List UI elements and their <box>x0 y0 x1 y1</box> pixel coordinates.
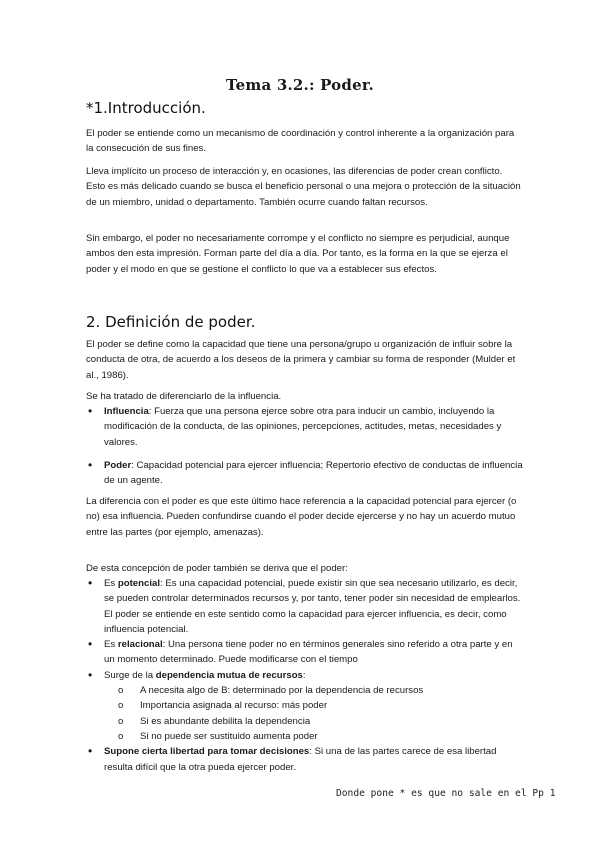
sub-list-item: o Si es abundante debilita la dependencia <box>104 714 524 729</box>
bullet-prefix: Surge de la <box>104 669 156 681</box>
bullet-text: : <box>302 669 306 681</box>
intro-paragraph-2: Lleva implícito un proceso de interacción y, en ocasiones, las diferencias de poder crean conflicto. Esto es más delicado cuando se busca el beneficio personal o una mejora o protección de la situación de un miembro, unidad o departamento. También ocurre cuando faltan recursos. <box>86 166 521 208</box>
bullet-text: : Es una capacidad potencial, puede existir sin que sea necesario utilizarlo, es decir, se pueden controlar determinados recursos y, por tanto, tener poder sin necesidad de emplearlos. El poder se entiende en este sentido como la capacidad para ejercer influencia, es decir, como influencia potencial. <box>104 578 521 635</box>
bullet-text: : Capacidad potencial para ejercer influencia; Repertorio efectivo de conductas de influencia de un agente. <box>104 459 523 487</box>
bullet-prefix: Es <box>104 639 118 651</box>
list-item <box>86 404 524 450</box>
bullet-term-libertad: Supone cierta libertad para tomar decisiones <box>104 746 310 758</box>
bullet-prefix: Es <box>104 578 118 589</box>
list-item <box>86 668 524 744</box>
definition-paragraph-4: De esta concepción de poder también se deriva que el poder: <box>86 563 348 574</box>
definition-paragraph-3: La diferencia con el poder es que este último hace referencia a la capacidad potencial para ejercer (o no) esa influencia. Pueden confundirse cuando el poder decide ejercerse y no hay un acuerdo mutuo entre las partes (por ejemplo, amenazas). <box>86 496 517 538</box>
sub-list-item: o A necesita algo de B: determinado por la dependencia de recursos <box>104 683 524 698</box>
definition-paragraph-2: Se ha tratado de diferenciarlo de la influencia. <box>86 391 282 402</box>
bullet-term-dependencia: dependencia mutua de recursos <box>155 669 303 681</box>
section-2-heading: 2. Definición de poder. <box>86 313 256 331</box>
page-title: Tema 3.2.: Poder. <box>226 76 374 94</box>
bullet-term-poder: Poder <box>104 459 132 471</box>
section-1-heading: *1.Introducción. <box>86 99 206 117</box>
intro-paragraph-1: El poder se entiende como un mecanismo de coordinación y control inherente a la organización para la consecución de sus fines. <box>86 128 515 155</box>
list-item <box>86 744 524 775</box>
bullet-text: : Si una de las partes carece de esa libertad resulta difícil que la otra pueda ejercer poder. <box>104 746 497 773</box>
bullet-term-relacional: relacional <box>117 639 163 651</box>
influence-power-list <box>86 404 524 488</box>
bullet-text: : Una persona tiene poder no en términos generales sino referido a otra parte y en un momento determinado. Puede modificarse con el tiempo <box>104 639 513 666</box>
list-item <box>86 458 524 489</box>
bullet-term-influencia: Influencia <box>104 406 149 417</box>
definition-paragraph-1: El poder se define como la capacidad que tiene una persona/grupo u organización de influir sobre la conducta de otra, de acuerdo a los deseos de la primera y cambiar su forma de responder (Mulder et al., 1986). <box>86 339 516 381</box>
sub-list-item: o Si no puede ser sustituido aumenta poder <box>104 729 524 744</box>
list-item <box>86 637 524 668</box>
sub-list-item: o Importancia asignada al recurso: más poder <box>104 698 524 713</box>
power-characteristics-list <box>86 576 524 775</box>
bullet-term-potencial: potencial <box>117 578 160 589</box>
intro-paragraph-3: Sin embargo, el poder no necesariamente corrompe y el conflicto no siempre es perjudicial, aunque ambos den esta impresión. Forman parte del día a día. Por tanto, es la forma en la que se ejerza el poder y el modo en que se gestione el conflicto lo que va a establecer sus efectos. <box>86 233 510 275</box>
dependency-sublist <box>104 683 524 744</box>
bullet-text: : Fuerza que una persona ejerce sobre otra para inducir un cambio, incluyendo la modificación de la conducta, de las opiniones, percepciones, actitudes, metas, necesidades y valores. <box>104 406 502 448</box>
footer-note: Donde pone * es que no sale en el Pp 1 <box>336 788 556 799</box>
list-item <box>86 576 524 637</box>
